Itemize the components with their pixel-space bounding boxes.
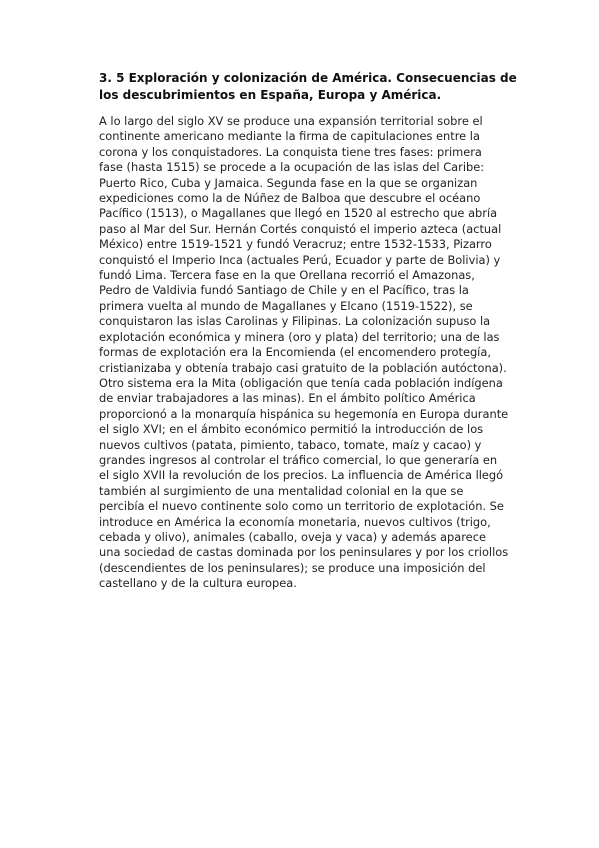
paragraph-line: percibía el nuevo continente solo como un territorio de explotación. Se: [99, 499, 504, 514]
paragraph-line: el siglo XVII la revolución de los precios. La influencia de América llegó: [99, 468, 504, 483]
paragraph-line: también al surgimiento de una mentalidad colonial en la que se: [99, 483, 464, 498]
paragraph-line: fase (hasta 1515) se procede a la ocupación de las islas del Caribe:: [99, 160, 485, 175]
paragraph-line: introduce en América la economía monetaria, nuevos cultivos (trigo,: [99, 514, 491, 529]
paragraph-line: Pedro de Valdivia fundó Santiago de Chile y en el Pacífico, tras la: [99, 283, 469, 298]
paragraph-line: cebada y olivo), animales (caballo, oveja y vaca) y además aparece: [99, 529, 486, 544]
section-heading: [99, 70, 517, 104]
body-paragraph: [99, 114, 509, 592]
heading-line: los descubrimientos en España, Europa y América.: [99, 88, 442, 102]
paragraph-line: explotación económica y minera (oro y plata) del territorio; una de las: [99, 329, 500, 344]
paragraph-line: conquistó el Imperio Inca (actuales Perú, Ecuador y parte de Bolivia) y: [99, 252, 501, 267]
paragraph-line: proporcionó a la monarquía hispánica su hegemonía en Europa durante: [99, 406, 509, 421]
paragraph-line: Puerto Rico, Cuba y Jamaica. Segunda fase en la que se organizan: [99, 175, 478, 190]
paragraph-line: conquistaron las islas Carolinas y Filipinas. La colonización supuso la: [99, 314, 491, 329]
paragraph-line: cristianizaba y obtenía trabajo casi gratuito de la población autóctona).: [99, 360, 507, 375]
paragraph-line: primera vuelta al mundo de Magallanes y Elcano (1519-1522), se: [99, 298, 473, 313]
paragraph-line: expediciones como la de Núñez de Balboa que descubre el océano: [99, 191, 481, 206]
paragraph-line: de enviar trabajadores a las minas). En el ámbito político América: [99, 391, 476, 406]
paragraph-line: nuevos cultivos (patata, pimiento, tabaco, tomate, maíz y cacao) y: [99, 437, 482, 452]
heading-line: 3. 5 Exploración y colonización de América. Consecuencias de: [99, 71, 517, 85]
paragraph-line: Pacífico (1513), o Magallanes que llegó en 1520 al estrecho que abría: [99, 206, 498, 221]
paragraph-line: (descendientes de los peninsulares); se produce una imposición del: [99, 560, 486, 575]
paragraph-line: fundó Lima. Tercera fase en la que Orellana recorrió el Amazonas,: [99, 268, 475, 283]
paragraph-line: corona y los conquistadores. La conquista tiene tres fases: primera: [99, 144, 482, 159]
paragraph-line: el siglo XVI; en el ámbito económico permitió la introducción de los: [99, 422, 484, 437]
paragraph-line: grandes ingresos al controlar el tráfico comercial, lo que generaría en: [99, 452, 498, 467]
paragraph-line: A lo largo del siglo XV se produce una expansión territorial sobre el: [99, 114, 483, 128]
paragraph-line: formas de explotación era la Encomienda (el encomendero protegía,: [99, 345, 491, 360]
paragraph-line: castellano y de la cultura europea.: [99, 576, 297, 591]
paragraph-line: paso al Mar del Sur. Hernán Cortés conquistó el imperio azteca (actual: [99, 221, 502, 236]
paragraph-line: continente americano mediante la firma de capitulaciones entre la: [99, 129, 480, 144]
paragraph-line: una sociedad de castas dominada por los peninsulares y por los criollos: [99, 545, 509, 560]
document-content: [99, 70, 517, 592]
paragraph-line: México) entre 1519-1521 y fundó Veracruz; entre 1532-1533, Pizarro: [99, 237, 492, 252]
paragraph-line: Otro sistema era la Mita (obligación que tenía cada población indígena: [99, 375, 503, 390]
